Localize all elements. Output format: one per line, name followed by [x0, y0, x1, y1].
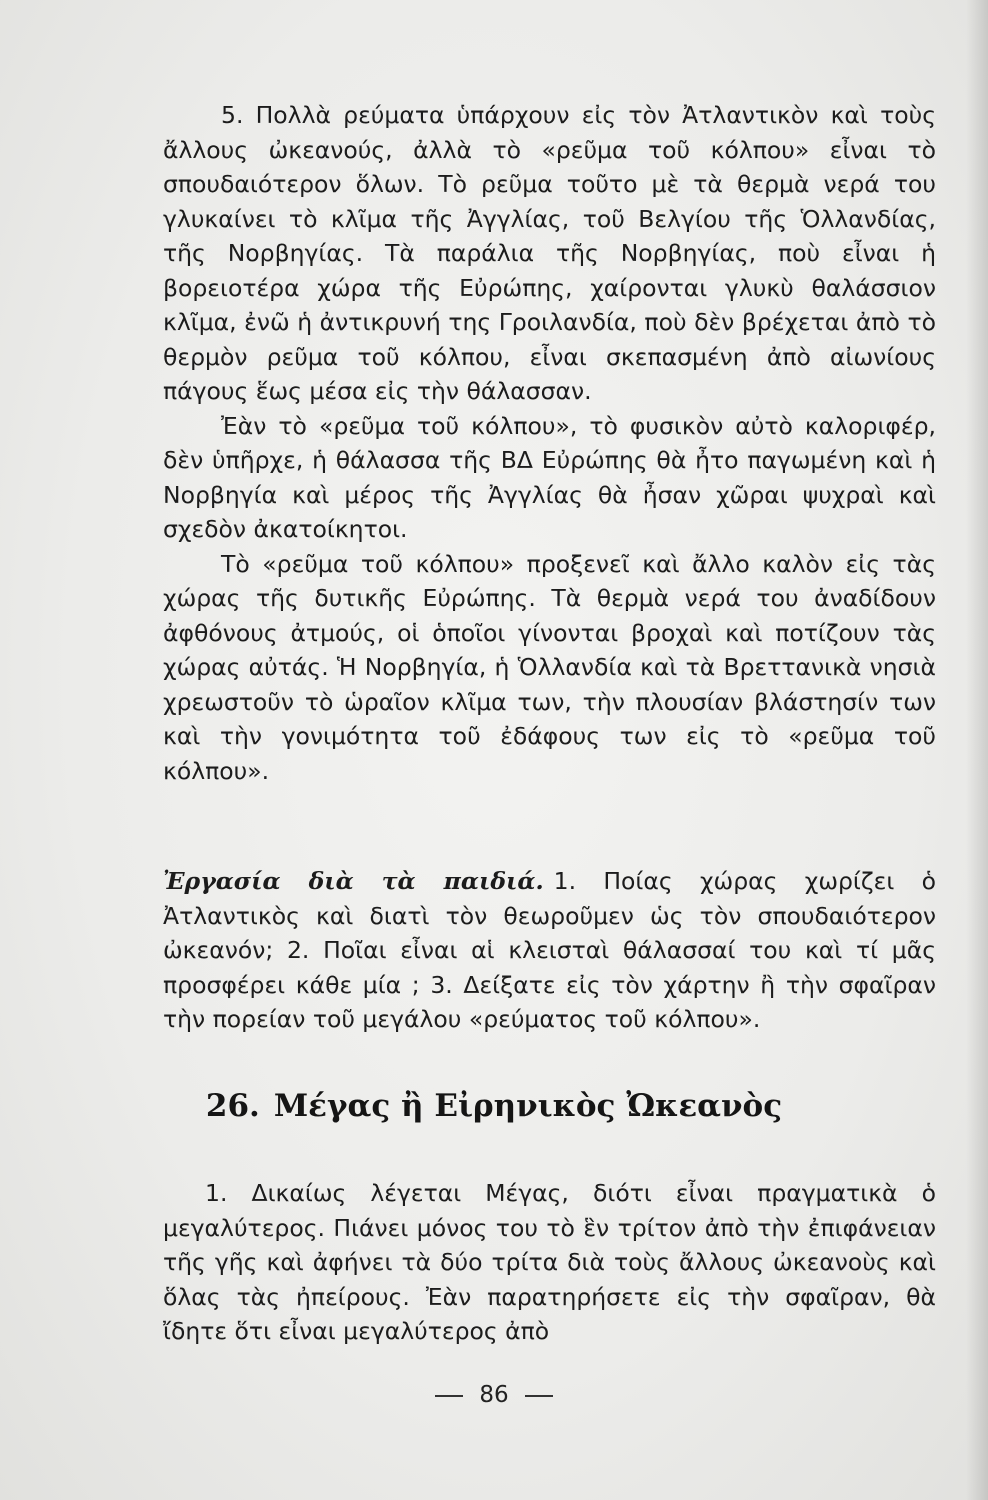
chapter-heading	[0, 1088, 988, 1124]
exercise-text: 1. Ποίας χώρας χωρίζει ὁ Ἀτλαντικὸς καὶ διατὶ τὸν θεωροῦμεν ὡς τὸν σπουδαιότερον ὠκεανόν; 2. Ποῖαι εἶναι αἱ κλεισταὶ θάλασσαί του καὶ τί μᾶς προσφέρει κάθε μία ; 3. Δείξατε εἰς τὸν χάρτην ἢ τὴν σφαῖραν τὴν πορείαν τοῦ μεγάλου «ρεύματος τοῦ κόλπου».	[163, 867, 936, 1033]
page-number-dash-left	[435, 1395, 463, 1397]
chapter-title: Μέγας ἢ Εἰρηνικὸς Ὠκεανὸς	[273, 1088, 783, 1124]
paragraph-western-europe: Τὸ «ρεῦμα τοῦ κόλπου» προξενεῖ καὶ ἄλλο καλὸν εἰς τὰς χώρας τῆς δυτικῆς Εὐρώπης. Τὰ θερμὰ νερά του ἀναδίδουν ἀφθόνους ἀτμούς, οἱ ὁποῖοι γίνονται βροχαὶ καὶ ποτίζουν τὰς χώρας αὐτάς. Ἡ Νορβηγία, ἡ Ὁλλανδία καὶ τὰ Βρεττανικὰ νησιὰ χρεωστοῦν τὸ ὡραῖον κλῖμα των, τὴν πλουσίαν βλάστησίν των καὶ τὴν γονιμότητα τοῦ ἐδάφους των εἰς τὸ «ρεῦμα τοῦ κόλπου».	[163, 549, 936, 785]
chapter-number: 26.	[205, 1088, 260, 1124]
page-number-dash-right	[525, 1395, 553, 1397]
paragraph-natural-radiator: Ἐὰν τὸ «ρεῦμα τοῦ κόλπου», τὸ φυσικὸν αὐτὸ καλοριφέρ, δὲν ὑπῆρχε, ἡ θάλασσα τῆς ΒΔ Εὐρώπης θὰ ἦτο παγωμένη καὶ ἡ Νορβηγία καὶ μέρος τῆς Ἀγγλίας θὰ ἦσαν χῶραι ψυχραὶ καὶ σχεδὸν ἀκατοίκητοι.	[163, 411, 936, 543]
paragraph-pacific-size: 1. Δικαίως λέγεται Μέγας, διότι εἶναι πραγματικὰ ὁ μεγαλύτερος. Πιάνει μόνος του τὸ ἓν τρίτον ἀπὸ τὴν ἐπιφάνειαν τῆς γῆς καὶ ἀφήνει τὰ δύο τρίτα διὰ τοὺς ἄλλους ὠκεανοὺς καὶ ὅλας τὰς ἠπείρους. Ἐὰν παρατηρήσετε εἰς τὴν σφαῖραν, θὰ ἴδητε ὅτι εἶναι μεγαλύτερος ἀπὸ	[163, 1179, 936, 1345]
section-atlantic-currents	[163, 98, 936, 788]
page-number	[0, 1382, 988, 1408]
section-pacific	[163, 1176, 936, 1349]
exercise-label: Ἐργασία διὰ τὰ παιδιά.	[163, 867, 544, 895]
page-edge-shadow	[966, 0, 988, 1500]
exercise-block	[163, 864, 936, 1037]
paragraph-gulf-stream: 5. Πολλὰ ρεύματα ὑπάρχουν εἰς τὸν Ἀτλαντικὸν καὶ τοὺς ἄλλους ὠκεανούς, ἀλλὰ τὸ «ρεῦμα τοῦ κόλπου» εἶναι τὸ σπουδαιότερον ὅλων. Τὸ ρεῦμα τοῦτο μὲ τὰ θερμὰ νερά του γλυκαίνει τὸ κλῖμα τῆς Ἀγγλίας, τοῦ Βελγίου τῆς Ὁλλανδίας, τῆς Νορβηγίας. Τὰ παράλια τῆς Νορβηγίας, ποὺ εἶναι ἡ βορειοτέρα χώρα τῆς Εὐρώπης, χαίρονται γλυκὺ θαλάσσιον κλῖμα, ἐνῶ ἡ ἀντικρυνή της Γροιλανδία, ποὺ δὲν βρέχεται ἀπὸ τὸ θερμὸν ρεῦμα τοῦ κόλπου, εἶναι σκεπασμένη ἀπὸ αἰωνίους πάγους ἕως μέσα εἰς τὴν θάλασσαν.	[163, 101, 936, 405]
exercise-paragraph	[163, 864, 936, 1037]
page-number-value: 86	[479, 1382, 509, 1408]
